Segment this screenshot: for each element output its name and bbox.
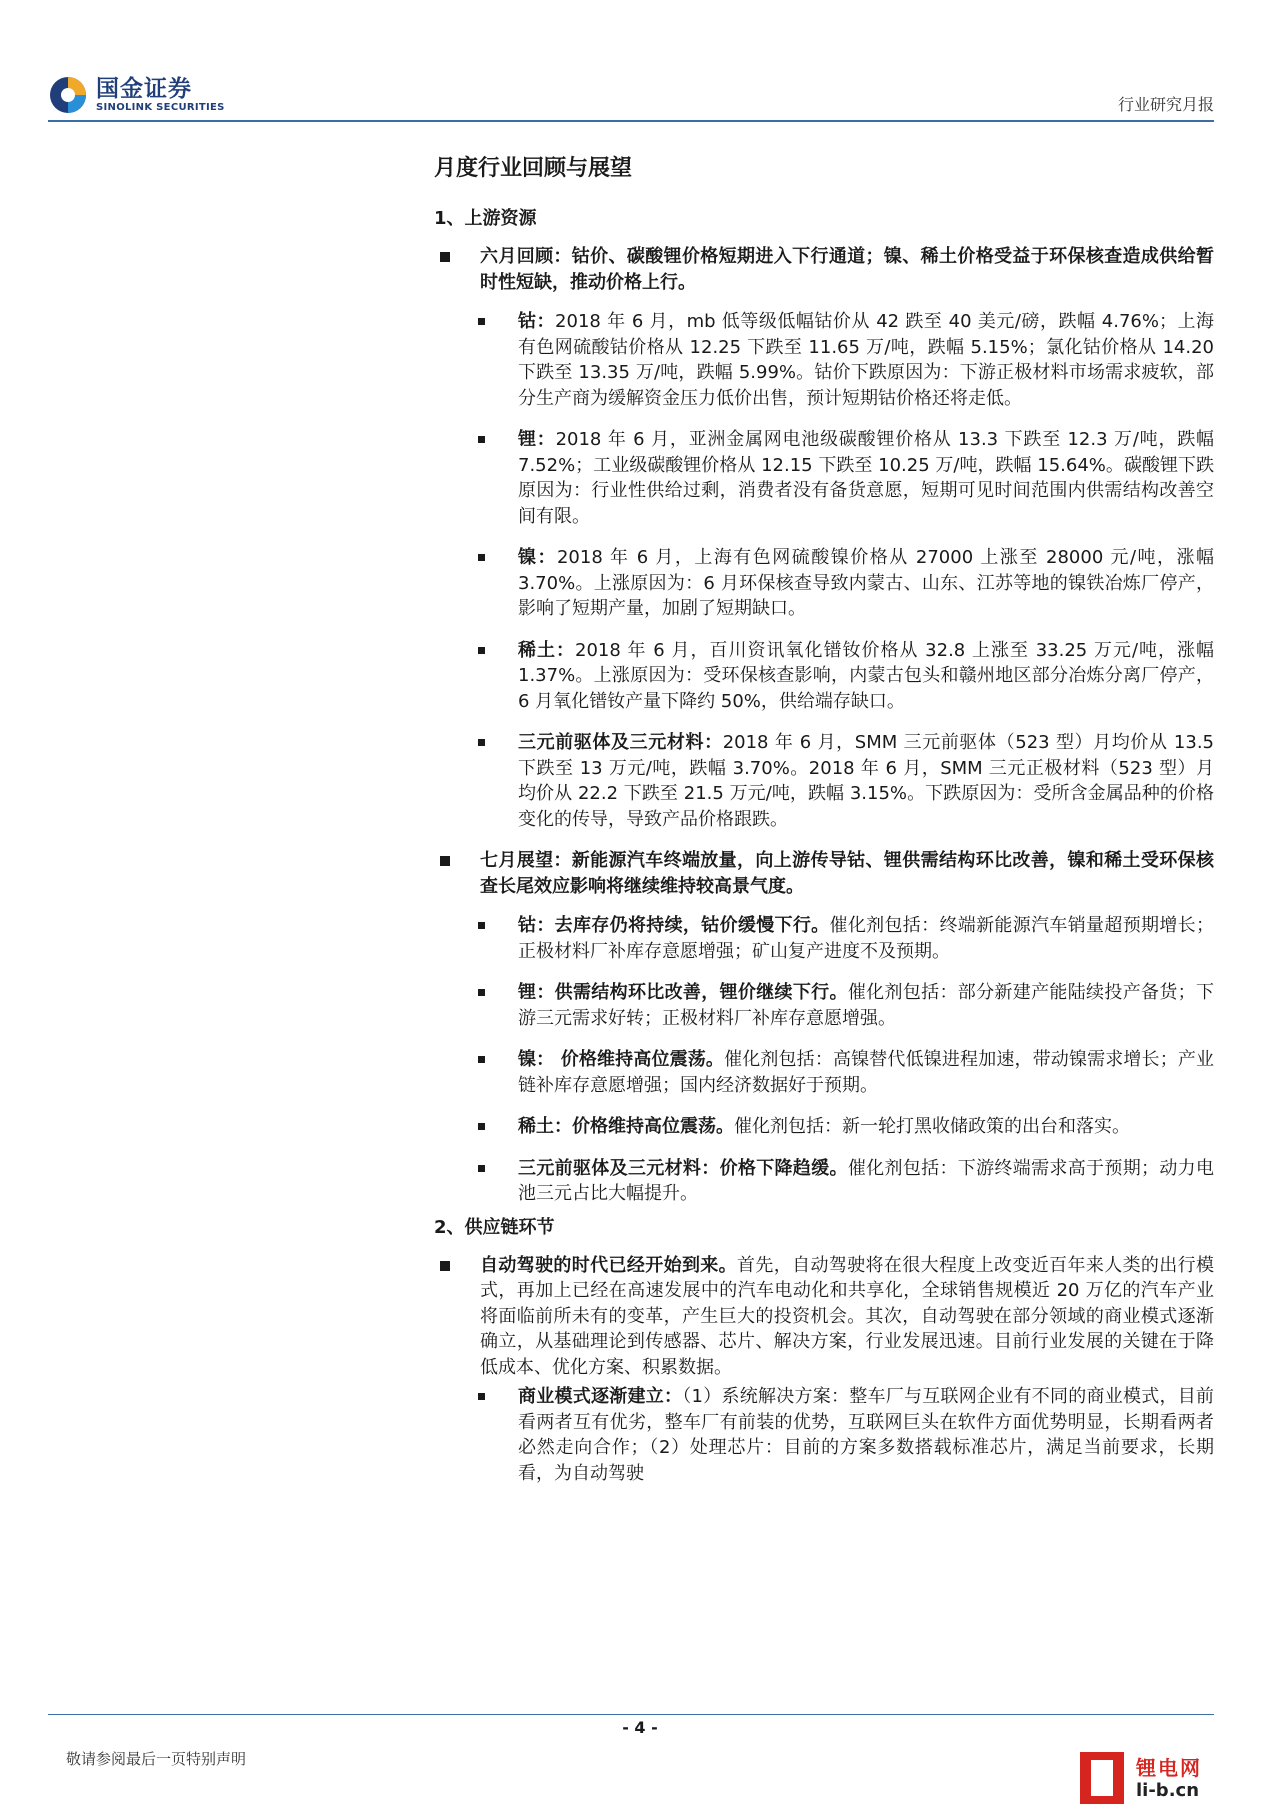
- item-text: 催化剂包括：部分新建产能陆续投产备货；下游三元需求好转；正极材料厂补库存意愿增强。: [518, 982, 1215, 1029]
- item-text: 催化剂包括：高镍替代低镍进程加速，带动镍需求增长；产业链补库存意愿增强；国内经济数据好于预期。: [518, 1049, 1214, 1096]
- section-heading-supply-chain: 2、供应链环节: [434, 1216, 555, 1238]
- page-number: - 4 -: [622, 1718, 658, 1737]
- item-text: 2018 年 6 月，mb 低等级低幅钴价从 42 跌至 40 美元/磅，跌幅 4.76%；上海有色网硫酸钴价格从 12.25 下跌至 11.65 万/吨，跌幅 5.15%；氯化钴价格从 14.20 下跌至 13.35 万/吨，跌幅 5.99%。钴价下跌原因为：下游正极材料市场需求疲软，部分生产商为缓解资金压力低价出售，预计短期钴价格还将走低。: [518, 311, 1214, 409]
- item-text: （1）系统解决方案：整车厂与互联网企业有不同的商业模式，目前看两者互有优劣，整车厂有前装的优势，互联网巨头在软件方面优势明显，长期看两者必然走向合作；（2）处理芯片：目前的方案多数搭载标准芯片，满足当前要求，长期看，为自动驾驶: [518, 1386, 1215, 1484]
- list-item: [518, 309, 1214, 411]
- watermark: [1080, 1752, 1250, 1806]
- item-label: 三元前驱体及三元材料：: [518, 732, 723, 753]
- item-text: 催化剂包括：新一轮打黑收储政策的出台和落实。: [734, 1116, 1130, 1137]
- item-text: 2018 年 6 月，SMM 三元前驱体（523 型）月均价从 13.5 下跌至 13 万元/吨，跌幅 3.70%。2018 年 6 月，SMM 三元正极材料（523 型）月均价从 22.2 下跌至 21.5 万元/吨，跌幅 3.15%。下跌原因为：受所含金属品种的价格变化的传导，导致产品价格跟跌。: [518, 732, 1214, 830]
- june-review: [480, 244, 1214, 295]
- logo-en-text: SINOLINK SECURITIES: [96, 102, 225, 113]
- watermark-en: li-b.cn: [1136, 1780, 1200, 1801]
- section-heading-upstream: 1、上游资源: [434, 208, 537, 229]
- lead-bold: 自动驾驶的时代已经开始到来。: [480, 1254, 738, 1276]
- list-item: [518, 545, 1214, 622]
- report-type: 行业研究月报: [1117, 95, 1214, 114]
- item-label: 镍：: [518, 547, 557, 568]
- item-text: 催化剂包括：终端新能源汽车销量超预期增长；正极材料厂补库存意愿增强；矿山复产进度不及预期。: [518, 915, 1215, 962]
- item-text: 催化剂包括：下游终端需求高于预期；动力电池三元占比大幅提升。: [518, 1157, 1215, 1204]
- header-divider: [48, 120, 1214, 122]
- list-item: [518, 980, 1214, 1031]
- list-item: [518, 1156, 1214, 1207]
- item-text: 2018 年 6 月，亚洲金属网电池级碳酸锂价格从 13.3 下跌至 12.3 万/吨，跌幅 7.52%；工业级碳酸锂价格从 12.15 下跌至 10.25 万/吨，跌幅 15.64%。碳酸锂下跌原因为：行业性供给过剩，消费者没有备货意愿，短期可见时间范围内供需结构改善空间有限。: [518, 429, 1215, 527]
- item-label: 钴：: [518, 311, 556, 332]
- footer-divider: [48, 1714, 1214, 1715]
- list-item: [518, 730, 1214, 832]
- item-label: 镍： 价格维持高位震荡。: [518, 1049, 725, 1070]
- july-outlook: [480, 848, 1214, 899]
- list-item: [518, 638, 1214, 715]
- watermark-logo-icon: [1080, 1752, 1124, 1804]
- item-label: 锂：供需结构环比改善，锂价继续下行。: [518, 982, 848, 1003]
- item-text: 2018 年 6 月，上海有色网硫酸镍价格从 27000 上涨至 28000 元/吨，涨幅 3.70%。上涨原因为：6 月环保核查导致内蒙古、山东、江苏等地的镍铁冶炼厂停产，影响了短期产量，加剧了短期缺口。: [518, 547, 1215, 619]
- item-text: 2018 年 6 月，百川资讯氧化镨钕价格从 32.8 上涨至 33.25 万元/吨，涨幅 1.37%。上涨原因为：受环保核查影响，内蒙古包头和赣州地区部分冶炼分离厂停产，6 月氧化镨钕产量下降约 50%，供给端存缺口。: [518, 639, 1215, 712]
- watermark-cn: 锂电网: [1136, 1756, 1202, 1780]
- list-item: [518, 913, 1214, 964]
- logo-cn-text: 国金证券: [96, 76, 192, 102]
- autonomous-driving-lead: [480, 1253, 1214, 1381]
- lead-text: 首先，自动驾驶将在很大程度上改变近百年来人类的出行模式，再加上已经在高速发展中的汽车电动化和共享化，全球销售规模近 20 万亿的汽车产业将面临前所未有的变革，产生巨大的投资机会。其次，自动驾驶在部分领域的商业模式逐渐确立，从基础理论到传感器、芯片、解决方案，行业发展迅速。目前行业发展的关键在于降低成本、优化方案、积累数据。: [480, 1254, 1215, 1378]
- item-label: 商业模式逐渐建立：: [518, 1386, 683, 1407]
- disclaimer: 敬请参阅最后一页特别声明: [66, 1750, 247, 1768]
- page-title: 月度行业回顾与展望: [434, 156, 633, 181]
- june-review-text: 六月回顾：钴价、碳酸锂价格短期进入下行通道；镍、稀土价格受益于环保核查造成供给暂时性短缺，推动价格上行。: [480, 246, 1214, 293]
- list-item: [518, 1384, 1214, 1486]
- item-label: 稀土：价格维持高位震荡。: [518, 1116, 734, 1137]
- main-content: [434, 150, 1214, 1502]
- page-header: [0, 0, 1280, 125]
- item-label: 锂：: [518, 429, 556, 450]
- item-label: 三元前驱体及三元材料：价格下降趋缓。: [518, 1157, 848, 1179]
- list-item: [518, 1114, 1214, 1140]
- item-label: 稀土：: [518, 639, 576, 661]
- july-outlook-text: 七月展望：新能源汽车终端放量，向上游传导钴、锂供需结构环比改善，镍和稀土受环保核查长尾效应影响将继续维持较高景气度。: [480, 850, 1214, 897]
- list-item: [518, 1047, 1214, 1098]
- item-label: 钴：去库存仍将持续，钴价缓慢下行。: [518, 915, 830, 936]
- logo-icon: [48, 75, 88, 115]
- list-item: [518, 427, 1214, 529]
- company-logo: [48, 72, 225, 118]
